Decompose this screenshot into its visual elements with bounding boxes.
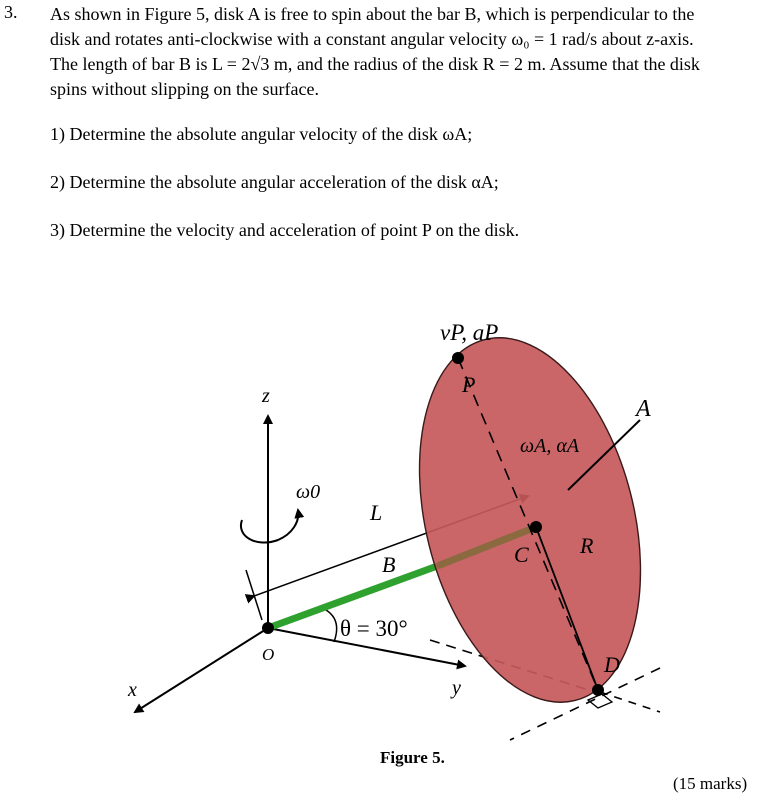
label-d: D [604, 652, 620, 677]
figure-caption: Figure 5. [380, 748, 445, 767]
question-line-2: disk and rotates anti-clockwise with a constant angular velocity ω₀ = 1 rad/s about z-axis. [50, 29, 694, 49]
label-a: A [636, 396, 651, 422]
ground-dashed-line-2 [600, 692, 660, 712]
label-l: L [370, 500, 383, 525]
point-o [262, 622, 274, 634]
label-omega-a-alpha-a: ωA, αA [520, 435, 580, 457]
label-b: B [382, 552, 396, 577]
question-line-3: The length of bar B is L = 2√3 m, and the radius of the disk R = 2 m. Assume that the disk [50, 54, 700, 74]
label-z: z [262, 385, 270, 407]
label-r: R [580, 533, 594, 558]
label-vp-ap: vP, aP [440, 320, 499, 345]
point-d [592, 684, 604, 696]
label-c: C [514, 542, 529, 567]
task-2: 2) Determine the absolute angular acceleration of the disk αA; [50, 172, 499, 192]
label-omega0: ω0 [296, 481, 321, 503]
label-p: P [462, 372, 476, 397]
point-c [530, 521, 542, 533]
label-theta: θ = 30° [340, 616, 408, 641]
question-line-4: spins without slipping on the surface. [50, 79, 319, 99]
question-line-1: As shown in Figure 5, disk A is free to spin about the bar B, which is perpendicular to the [50, 4, 695, 24]
disk-a [384, 314, 676, 725]
theta-angle-arc [326, 610, 337, 642]
question-number: 3. [4, 2, 18, 22]
label-x: x [128, 679, 137, 701]
x-axis [135, 628, 268, 712]
task-1: 1) Determine the absolute angular velocity of the disk ωA; [50, 124, 473, 144]
point-p [452, 352, 464, 364]
marks-label: (15 marks) [673, 774, 748, 793]
dimension-tick-left [246, 570, 262, 620]
label-o: O [262, 645, 275, 664]
label-y: y [452, 677, 461, 699]
omega0-rotation-arrow [241, 510, 298, 543]
task-3: 3) Determine the velocity and acceleration of point P on the disk. [50, 220, 520, 240]
